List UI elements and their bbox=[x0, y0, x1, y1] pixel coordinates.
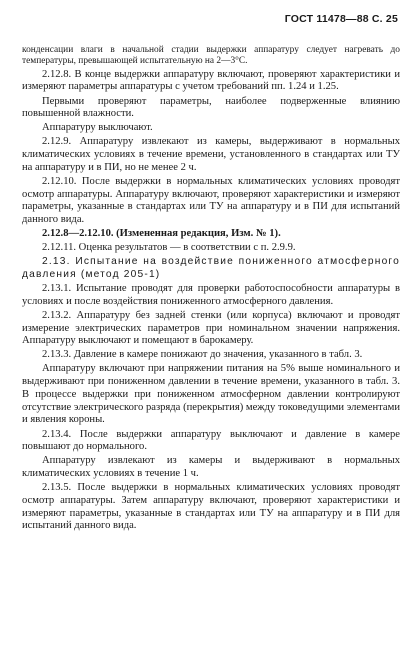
paragraph: 2.13.3. Давление в камере понижают до значения, указанного в табл. 3. bbox=[42, 349, 363, 361]
paragraph: Аппаратуру извлекают из камеры и выдерживают в нормальных климатических условиях в течение 1 ч. bbox=[22, 455, 400, 480]
paragraph: 2.12.8—2.12.10. (Измененная редакция, Изм. № 1). bbox=[42, 228, 281, 240]
paragraph: Аппаратуру включают при напряжении питания на 5% выше номинального и выдерживают при пониженном давлении в течение времени, указанного в табл. 3. В процессе выдержки при пониженном атмосферном давлении контролируют отсутствие электрического разряда (перекрытия) между токоведущими элементами и явления короны. bbox=[22, 363, 400, 426]
paragraph: 2.13. Испытание на воздействие пониженного атмосферного давления (метод 205-1) bbox=[22, 256, 400, 281]
paragraph: конденсации влаги в начальной стадии выдержки аппаратуру следует нагревать до температуры, превышающей испытательную на 2—3°С. bbox=[22, 45, 400, 67]
paragraph: 2.13.4. После выдержки аппаратуру выключают и давление в камере повышают до нормального. bbox=[22, 428, 400, 453]
paragraph: Первыми проверяют параметры, наиболее подверженные влиянию повышенной влажности. bbox=[22, 95, 400, 120]
document-body bbox=[22, 45, 400, 534]
paragraph: 2.12.9. Аппаратуру извлекают из камеры, выдерживают в нормальных климатических условиях в течение времени, установленного в стандартах или ТУ на аппаратуру и в ПИ, но не менее 2 ч. bbox=[22, 136, 400, 173]
page-header: ГОСТ 11478—88 С. 25 bbox=[284, 13, 398, 25]
paragraph: 2.13.2. Аппаратуру без задней стенки (или корпуса) включают и проводят измерение электрических параметров при номинальном значении напряжения. Аппаратуру выключают и помещают в барокамеру. bbox=[22, 309, 400, 347]
paragraph: 2.12.8. В конце выдержки аппаратуру включают, проверяют характеристики и измеряют параметры аппаратуры с учетом требований пп. 1.24 и 1.25. bbox=[22, 68, 400, 93]
paragraph: Аппаратуру выключают. bbox=[42, 122, 153, 134]
paragraph: 2.12.10. После выдержки в нормальных климатических условиях проводят осмотр аппаратуры. Аппаратуру включают, проверяют характеристики и измеряют параметры, указанные в стандартах или ТУ на аппаратуру и в ПИ для испытаний данного вида. bbox=[22, 175, 400, 226]
paragraph: 2.12.11. Оценка результатов — в соответствии с п. 2.9.9. bbox=[42, 242, 296, 254]
paragraph: 2.13.5. После выдержки в нормальных климатических условиях проводят осмотр аппаратуры. Затем аппаратуру включают, проверяют характеристики и измеряют параметры, указанные в стандартах или ТУ на аппаратуру и в ПИ для испытаний данного вида. bbox=[22, 482, 400, 532]
paragraph: 2.13.1. Испытание проводят для проверки работоспособности аппаратуры в условиях и после воздействия пониженного атмосферного давления. bbox=[22, 283, 400, 307]
